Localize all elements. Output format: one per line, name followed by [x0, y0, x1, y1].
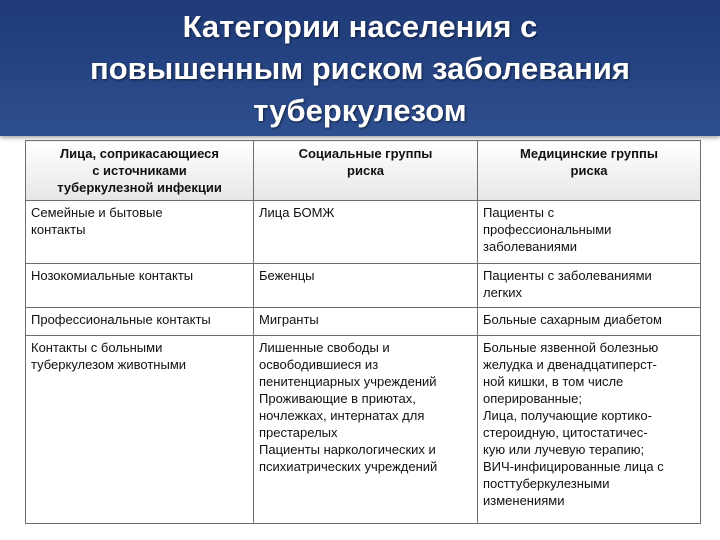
table-row [26, 336, 701, 524]
header-social-groups: Социальные группы риска [254, 141, 478, 201]
table-cell: Беженцы [254, 264, 478, 308]
table-cell: Контакты с больными туберкулезом животными [26, 336, 254, 524]
table-cell: Профессиональные контакты [26, 308, 254, 336]
page-title [0, 6, 720, 132]
table-cell: Больные язвенной болезнью желудка и двенадцатиперст- ной кишки, в том числе оперированные; Лица, получающие кортико- стероидную, цитостатичес- кую или лучевую терапию; ВИЧ-инфицированные лица с посттуберкулезными изменениями [478, 336, 701, 524]
title-banner [0, 0, 720, 136]
table-cell: Пациенты с профессиональными заболеваниями [478, 201, 701, 264]
header-medical-groups: Медицинские группы риска [478, 141, 701, 201]
table-cell: Нозокомиальные контакты [26, 264, 254, 308]
table-cell: Лишенные свободы и освободившиеся из пенитенциарных учреждений Проживающие в приютах, ночлежках, интернатах для престарелых Пациенты наркологических и психиатрических учреждений [254, 336, 478, 524]
title-line-1: Категории населения с [182, 9, 538, 44]
table-row [26, 308, 701, 336]
title-line-2: повышенным риском заболевания [90, 51, 630, 86]
table-cell: Лица БОМЖ [254, 201, 478, 264]
title-line-3: туберкулезом [253, 93, 467, 128]
table-cell: Пациенты с заболеваниями легких [478, 264, 701, 308]
risk-groups-table [25, 140, 701, 524]
table-cell: Семейные и бытовые контакты [26, 201, 254, 264]
table-cell: Мигранты [254, 308, 478, 336]
table-row [26, 264, 701, 308]
table-cell: Больные сахарным диабетом [478, 308, 701, 336]
table-row [26, 201, 701, 264]
header-contact-persons: Лица, соприкасающиеся с источниками туберкулезной инфекции [26, 141, 254, 201]
table-header-row [26, 141, 701, 201]
